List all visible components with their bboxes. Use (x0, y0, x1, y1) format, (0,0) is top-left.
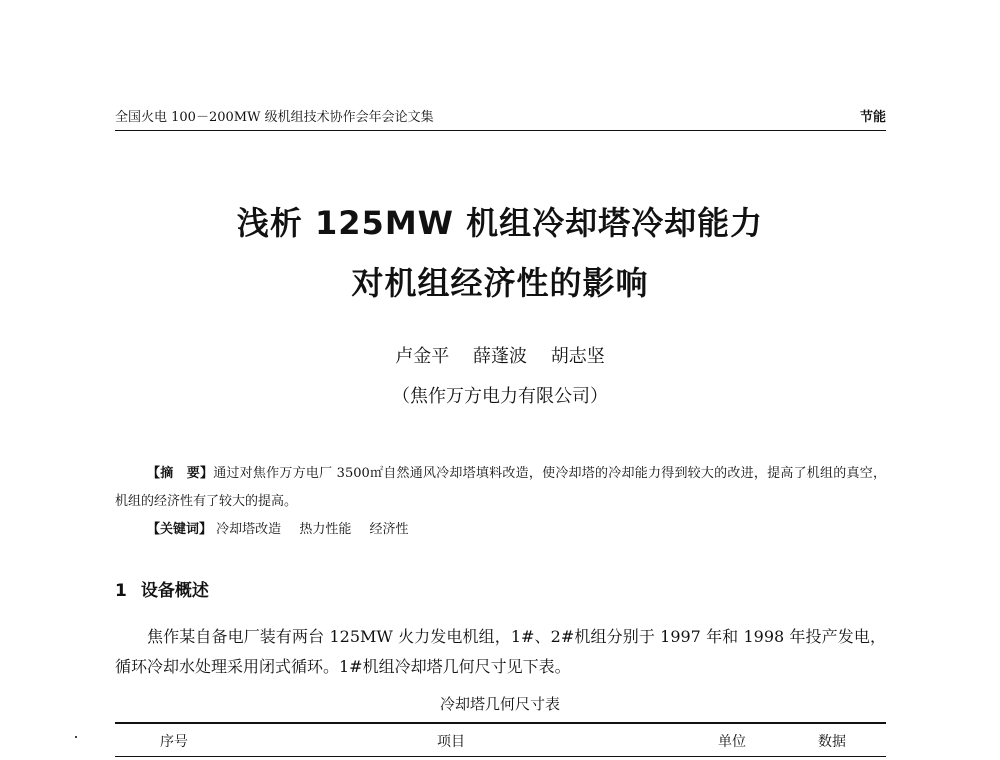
table-header-item: 项目 (437, 734, 465, 750)
table-caption: 冷却塔几何尺寸表 (439, 695, 560, 713)
running-header (115, 108, 886, 131)
abstract-text: 通过对焦作万方电厂 3500㎡自然通风冷却塔填料改造，使冷却塔的冷却能力得到较大的改进，提高了机组的真空，机组的经济性有了较大的提高。 (115, 466, 886, 509)
section-title: 设备概述 (140, 581, 209, 601)
section-number: 1 (115, 581, 127, 601)
keyword: 冷却塔改造 (216, 522, 282, 537)
table-top-rule (115, 722, 886, 724)
keywords (147, 520, 422, 540)
keywords-tag: 【关键词】 (147, 522, 213, 537)
keyword: 热力性能 (299, 522, 352, 537)
table-header-value: 数据 (818, 734, 846, 750)
author-list: 卢金平 薛蓬波 胡志坚 (395, 346, 605, 367)
body-paragraph: 焦作某自备电厂装有两台 125MW 火力发电机组，1#、2#机组分别于 1997 年和 1998 年投产发电，循环冷却水处理采用闭式循环。1#机组冷却塔几何尺寸见下表。 (115, 627, 886, 676)
scan-speck (75, 736, 77, 738)
paper-title-line-1: 浅析 125MW 机组冷却塔冷却能力 (236, 204, 764, 242)
affiliation: （焦作万方电力有限公司） (392, 386, 608, 407)
section-heading (115, 576, 209, 601)
paper-title-line-2: 对机组经济性的影响 (351, 264, 649, 302)
header-proceedings-title: 全国火电 100－200MW 级机组技术协作会年会论文集 (115, 110, 434, 125)
abstract (115, 460, 886, 516)
abstract-tag: 【摘 要】 (147, 466, 214, 481)
table-header-unit: 单位 (718, 734, 746, 750)
table-header-index: 序号 (160, 734, 188, 750)
table-header-rule (115, 756, 886, 757)
header-section-label: 节能 (859, 110, 886, 125)
keyword: 经济性 (369, 522, 409, 537)
